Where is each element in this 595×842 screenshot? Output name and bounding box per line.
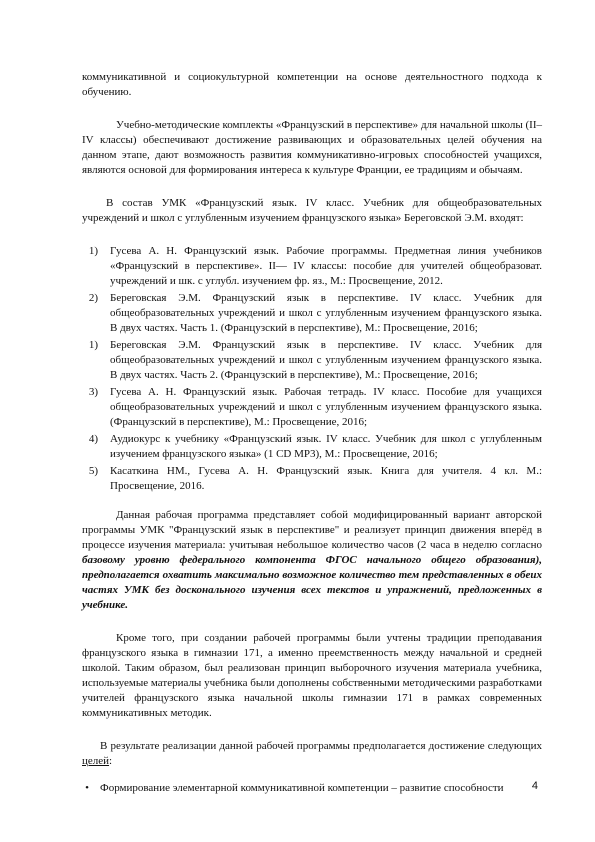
- list-item: [82, 244, 542, 289]
- list-number: 1): [88, 245, 98, 257]
- paragraph-intro-continuation: коммуникативной и социокультурной компетенции на основе деятельностного подхода к обучению.: [82, 71, 542, 98]
- list-number: 4): [88, 433, 98, 445]
- list-item-text: Гусева А. Н. Французский язык. Рабочие программы. Предметная линия учебников «Французский в перспективе». II— IV классы: пособие для учителей общеобразоват. учреждений и шк. с углубл. изучением фр. яз., М.: Просвещение, 2012.: [110, 245, 542, 287]
- list-number: 5): [88, 465, 98, 477]
- list-item: [82, 464, 542, 494]
- paragraph-umk-composition: В состав УМК «Французский язык. IV класс. Учебник для общеобразовательных учреждений и школ с углубленным изучением французского языка» Береговской Э.М. входят:: [82, 197, 542, 224]
- list-number: 3): [88, 386, 98, 398]
- list-number: 2): [88, 292, 98, 304]
- list-item: [82, 385, 542, 430]
- list-item-text: Береговская Э.М. Французский язык в перспективе. IV класс. Учебник для общеобразовательных учреждений и школ с углубленным изучением французского языка. В двух частях. Часть 2. (Французский в перспективе), М.: Просвещение, 2016;: [110, 339, 542, 381]
- goal-bullet-text: Формирование элементарной коммуникативной компетенции – развитие способности: [100, 782, 504, 794]
- page-number: 4: [531, 780, 538, 792]
- list-item-text: Гусева А. Н. Французский язык. Рабочая тетрадь. IV класс. Пособие для учащихся общеобразовательных учреждений и школ с углубленным изучением французского языка. (Французский в перспективе), М.: Просвещение, 2016;: [110, 386, 542, 428]
- literature-list: [82, 244, 542, 494]
- list-item: [82, 338, 542, 383]
- paragraph-goals-intro: [82, 739, 542, 769]
- list-number: 1): [88, 339, 98, 351]
- paragraph-gymnasium-traditions: Кроме того, при создании рабочей программы были учтены традиции преподавания французского языка в гимназии 171, а именно преемственность между начальной и средней школой. Таким образом, был реализован принцип выборочного изучения материала учебника, используемые материалы учебника были дополнены собственными методическими разработками учителей французского языка начальной школы гимназии 171 в рамках современных коммуникативных методик.: [82, 632, 542, 719]
- goals-intro-text: В результате реализации данной рабочей программы предполагается достижение следующих: [100, 740, 542, 752]
- list-item-text: Аудиокурс к учебнику «Французский язык. IV класс. Учебник для школ с углубленным изучением французского языка» (1 CD MP3), М.: Просвещение, 2016;: [110, 433, 542, 460]
- goals-underlined-word: целей: [82, 755, 110, 767]
- document-content: [82, 70, 542, 796]
- paragraph-program-description: [82, 508, 542, 613]
- list-item-text: Касаткина НМ., Гусева А. Н. Французский язык. Книга для учителя. 4 кл. М.: Просвещение, 2016.: [110, 465, 542, 492]
- paragraph-program-plain: Данная рабочая программа представляет собой модифицированный вариант авторской программы УМК "Французский язык в перспективе" и реализует принцип движения вперёд в процессе изучения материала: учитывая небольшое количество часов (2 часа в неделю согласно: [82, 509, 542, 551]
- goal-bullet-item: [82, 781, 542, 796]
- bullet-icon: •: [85, 782, 89, 794]
- list-item-text: Береговская Э.М. Французский язык в перспективе. IV класс. Учебник для общеобразовательных учреждений и школ с углубленным изучением французского языка. В двух частях. Часть 1. (Французский в перспективе), М.: Просвещение, 2016;: [110, 292, 542, 334]
- list-item: [82, 291, 542, 336]
- paragraph-program-emphasis: базовому уровню федерального компонента ФГОС начального общего образования), предполагается охватить максимально возможное количество тем представленных в обеих частях УМК без досконального изучения всех текстов и упражнений, предложенных в учебнике.: [82, 554, 542, 611]
- goals-colon: :: [109, 755, 113, 767]
- list-item: [82, 432, 542, 462]
- paragraph-umk-description: Учебно-методические комплекты «Французский в перспективе» для начальной школы (II–IV классы) обеспечивают достижение развивающих и образовательных целей обучения на данном этапе, дают возможность развития коммуникативно-игровых способностей учащихся, являются основой для формирования интереса к культуре Франции, ее традициям и обычаям.: [82, 119, 542, 176]
